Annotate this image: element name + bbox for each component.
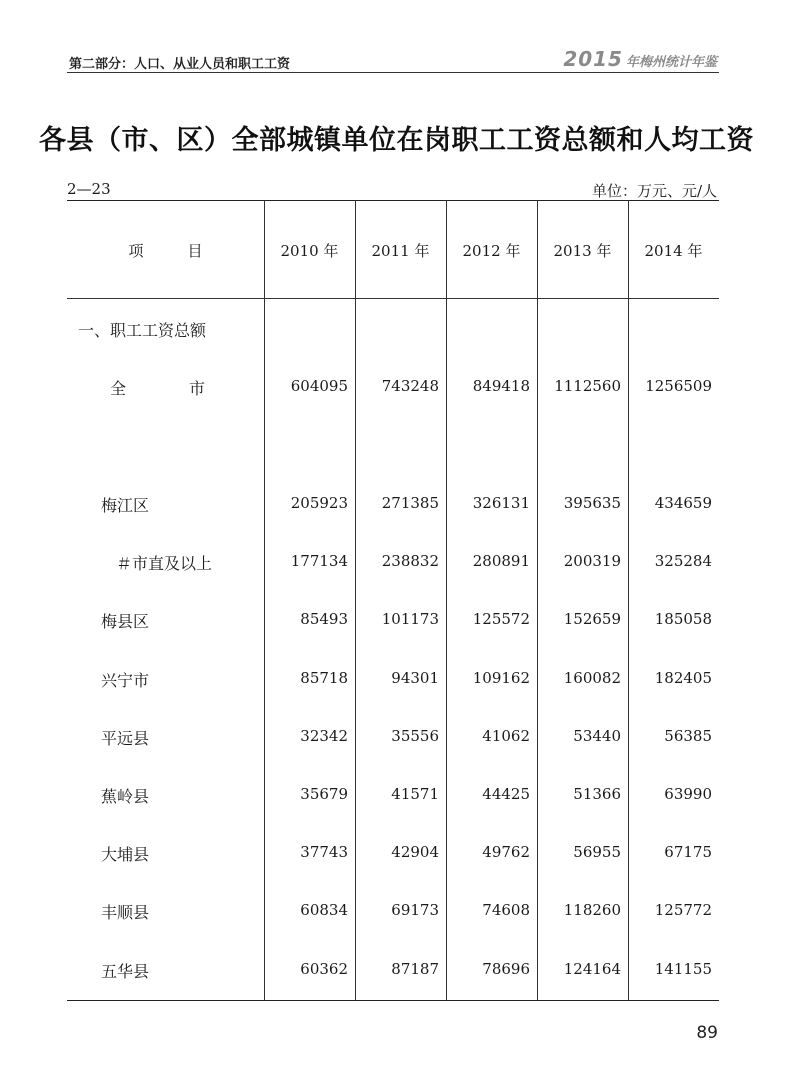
table-cell: 94301 (391, 668, 439, 687)
table-cell: 51366 (573, 785, 621, 803)
row-label: 平远县 (101, 728, 150, 748)
row-label: 大埔县 (101, 845, 150, 865)
table-cell: 53440 (573, 726, 621, 745)
column-divider (446, 200, 447, 1000)
table-cell: 160082 (563, 668, 621, 687)
table-cell: 41571 (391, 785, 439, 803)
table-cell: 849418 (472, 377, 530, 395)
year-header: 2012 年 (462, 242, 521, 260)
table-header-rule (67, 298, 719, 299)
column-divider (355, 200, 356, 1000)
column-divider (628, 200, 629, 1000)
table-cell: 185058 (654, 610, 712, 629)
row-label: 兴宁市 (101, 670, 150, 690)
table-cell: 35679 (300, 785, 348, 803)
table-cell: 85718 (300, 668, 348, 687)
table-cell: 125572 (472, 610, 530, 629)
table-cell: 124164 (563, 959, 621, 978)
year-header: 2010 年 (280, 242, 339, 260)
row-label: 丰顺县 (101, 903, 150, 923)
table-cell: 125772 (654, 901, 712, 920)
item-column-header (67, 240, 264, 261)
table-cell: 271385 (381, 494, 439, 512)
yearbook-name: 年梅州统计年鉴 (625, 55, 717, 70)
table-cell: 1256509 (645, 377, 712, 395)
table-cell: 87187 (391, 959, 439, 978)
table-cell: 60834 (300, 901, 348, 920)
table-cell: 743248 (381, 377, 439, 395)
table-cell: 42904 (391, 843, 439, 862)
yearbook-year: 2015 (563, 47, 623, 71)
table-cell: 177134 (290, 552, 348, 571)
table-cell: 141155 (654, 959, 712, 978)
page-number: 89 (696, 1023, 718, 1043)
row-label: ＃市直及以上 (116, 554, 213, 574)
table-cell: 326131 (472, 494, 530, 512)
table-cell: 604095 (290, 377, 348, 395)
year-header: 2013 年 (553, 242, 612, 260)
table-cell: 49762 (482, 843, 530, 862)
table-cell: 434659 (654, 494, 712, 512)
item-header-left: 项 (128, 242, 144, 260)
table-top-rule (67, 200, 719, 201)
whole-city-label-right: 市 (189, 379, 206, 398)
table-cell: 60362 (300, 959, 348, 978)
table-cell: 101173 (381, 610, 439, 629)
table-cell: 109162 (472, 668, 530, 687)
table-number: 2—23 (67, 180, 111, 198)
table-cell: 238832 (381, 552, 439, 571)
row-label: 梅县区 (101, 612, 150, 632)
table-cell: 67175 (664, 843, 712, 862)
item-header-right: 目 (187, 242, 203, 260)
table-cell: 395635 (563, 494, 621, 512)
table-cell: 182405 (654, 668, 712, 687)
table-cell: 325284 (654, 552, 712, 571)
row-label: 梅江区 (101, 496, 150, 515)
table-cell: 32342 (300, 726, 348, 745)
section-label: 第二部分：人口、从业人员和职工工资 (69, 57, 291, 72)
table-cell: 280891 (472, 552, 530, 571)
table-cell: 152659 (563, 610, 621, 629)
column-divider (537, 200, 538, 1000)
table-cell: 78696 (482, 959, 530, 978)
table-cell: 56385 (664, 726, 712, 745)
table-bottom-rule (67, 1000, 719, 1001)
table-cell: 56955 (573, 843, 621, 862)
year-header: 2011 年 (371, 242, 430, 260)
yearbook-title (563, 47, 717, 71)
column-divider (264, 200, 265, 1000)
row-label: 五华县 (101, 961, 150, 981)
table-cell: 205923 (290, 494, 348, 512)
section-heading: 一、职工工资总额 (78, 321, 207, 340)
running-header (67, 47, 719, 73)
table-cell: 200319 (563, 552, 621, 571)
table-cell: 35556 (391, 726, 439, 745)
table-cell: 1112560 (554, 377, 621, 395)
page-title: 各县（市、区）全部城镇单位在岗职工工资总额和人均工资 (39, 125, 754, 156)
table-cell: 37743 (300, 843, 348, 862)
table-cell: 74608 (482, 901, 530, 920)
table-cell: 85493 (300, 610, 348, 629)
table-cell: 44425 (482, 785, 530, 803)
table-cell: 63990 (664, 785, 712, 803)
unit-label: 单位：万元、元/人 (591, 182, 717, 200)
table-cell: 41062 (482, 726, 530, 745)
table-cell: 118260 (563, 901, 621, 920)
whole-city-label-left: 全 (110, 379, 127, 398)
year-header: 2014 年 (644, 242, 703, 260)
row-label: 蕉岭县 (101, 787, 150, 806)
table-cell: 69173 (391, 901, 439, 920)
